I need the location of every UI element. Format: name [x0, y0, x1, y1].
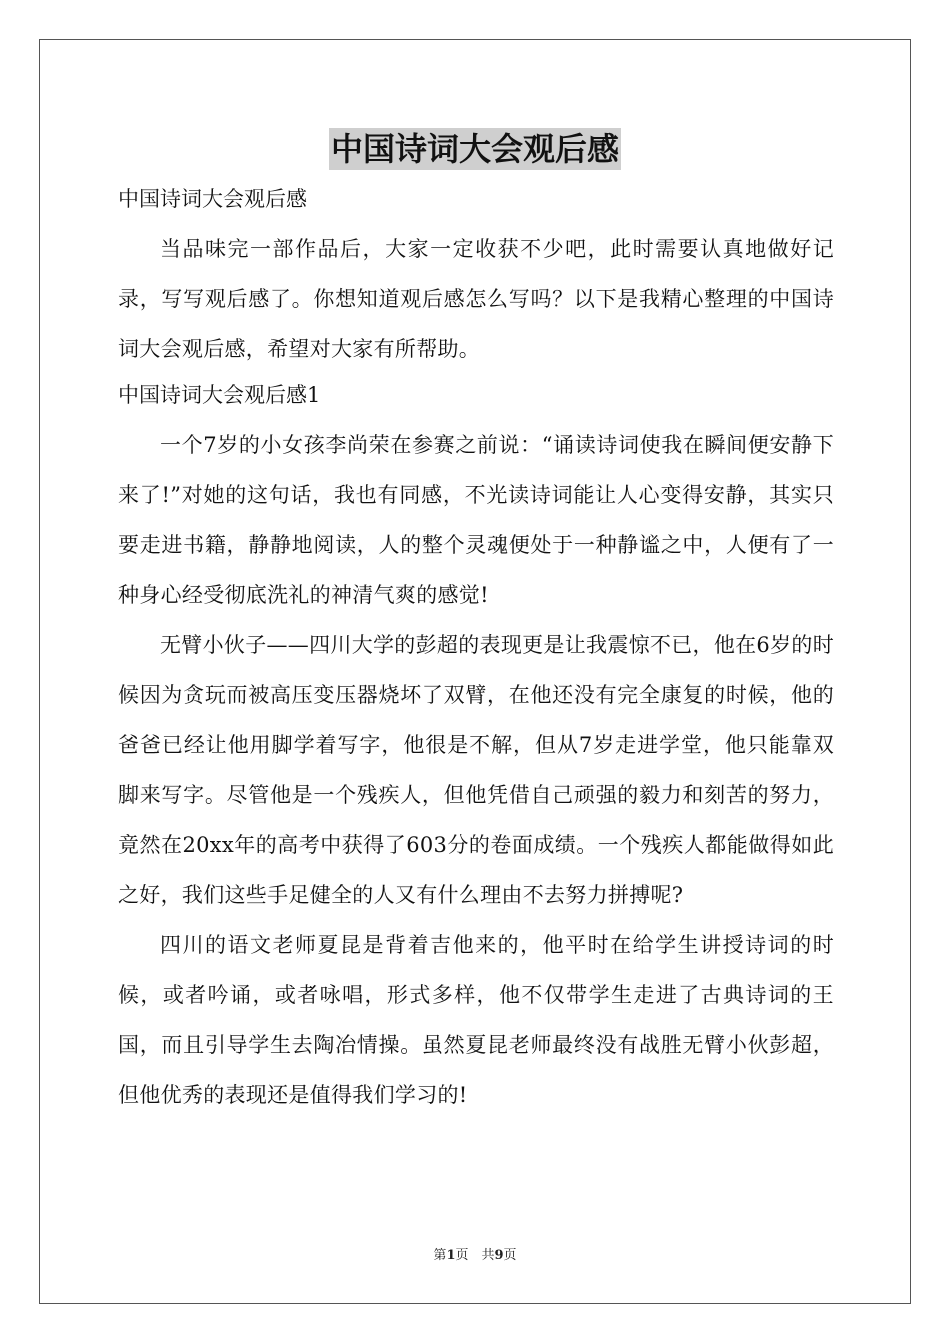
footer-page-current: 1 — [446, 1248, 456, 1263]
document-body — [118, 178, 834, 1120]
page-footer — [0, 1247, 950, 1265]
section-heading: 中国诗词大会观后感1 — [118, 383, 321, 407]
footer-page-prefix: 第 — [433, 1248, 447, 1263]
footer-page-suffix: 页 — [503, 1248, 517, 1263]
body-paragraph-1: 一个7岁的小女孩李尚荣在参赛之前说：“诵读诗词使我在瞬间便安静下来了!”对她的这句话，我也有同感，不光读诗词能让人心变得安静，其实只要走进书籍，静静地阅读，人的整个灵魂便处于一种静谧之中，人便有了一种身心经受彻底洗礼的神清气爽的感觉! — [118, 433, 834, 607]
intro-paragraph: 当品味完一部作品后，大家一定收获不少吧，此时需要认真地做好记录，写写观后感了。你想知道观后感怎么写吗？以下是我精心整理的中国诗词大会观后感，希望对大家有所帮助。 — [118, 237, 834, 361]
body-paragraph-2: 无臂小伙子——四川大学的彭超的表现更是让我震惊不已，他在6岁的时候因为贪玩而被高压变压器烧坏了双臂，在他还没有完全康复的时候，他的爸爸已经让他用脚学着写字，他很是不解，但从7岁走进学堂，他只能靠双脚来写字。尽管他是一个残疾人，但他凭借自己顽强的毅力和刻苦的努力，竟然在20xx年的高考中获得了603分的卷面成绩。一个残疾人都能做得如此之好，我们这些手足健全的人又有什么理由不去努力拼搏呢? — [118, 633, 834, 907]
footer-page-mid: 页 共 — [455, 1248, 495, 1263]
title-wrap — [0, 128, 950, 170]
document-title: 中国诗词大会观后感 — [330, 130, 619, 168]
body-paragraph-3: 四川的语文老师夏昆是背着吉他来的，他平时在给学生讲授诗词的时候，或者吟诵，或者咏唱，形式多样，他不仅带学生走进了古典诗词的王国，而且引导学生去陶冶情操。虽然夏昆老师最终没有战胜无臂小伙彭超，但他优秀的表现还是值得我们学习的! — [118, 933, 834, 1107]
document-subtitle: 中国诗词大会观后感 — [118, 187, 307, 211]
footer-page-total: 9 — [494, 1248, 504, 1263]
